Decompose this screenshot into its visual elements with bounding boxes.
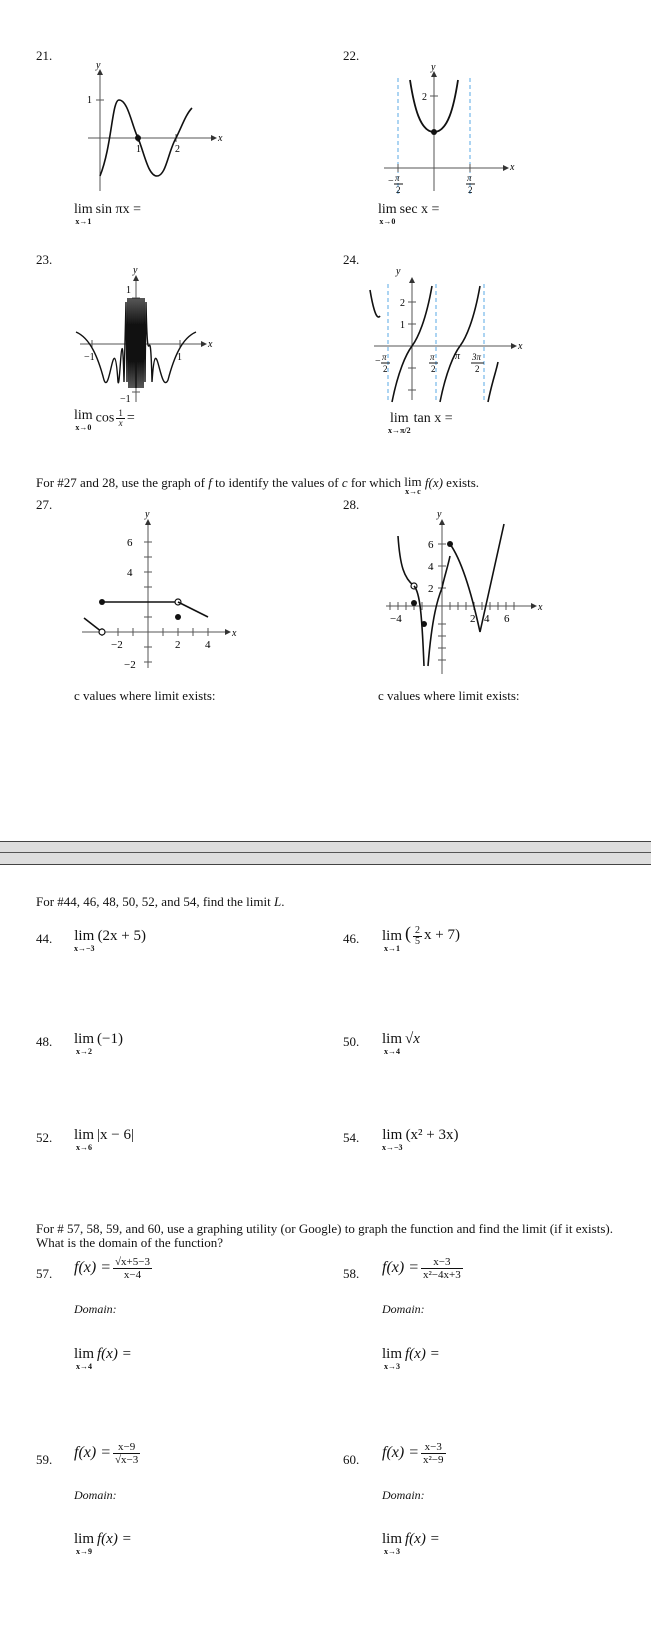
lim-expr: f(x) = <box>97 1346 132 1362</box>
lim-word: lim <box>74 1346 95 1362</box>
instr-f: f <box>208 475 212 490</box>
tick-label: 2 <box>428 583 434 595</box>
limit-21 <box>74 203 141 226</box>
instruction-27-28 <box>36 475 479 496</box>
lim-sub: x→4 <box>384 1047 400 1056</box>
tick-label: 1 <box>87 95 92 106</box>
fx-label: f(x) = <box>382 1259 419 1277</box>
tick-label: 2 <box>422 92 427 103</box>
tick-label: 2 <box>396 185 401 195</box>
y-label: y <box>396 266 401 277</box>
frac-den: x²−4x+3 <box>423 1269 461 1281</box>
page-separator <box>0 841 651 865</box>
lim-word: lim <box>382 1127 403 1143</box>
equals: = <box>126 410 135 426</box>
limit-58 <box>382 1347 440 1371</box>
instr-text: for which <box>350 475 402 490</box>
frac-num: x−3 <box>421 1441 446 1454</box>
domain-57: Domain: <box>74 1302 117 1316</box>
x-label: x <box>538 602 543 613</box>
neg-sign: − <box>388 176 394 187</box>
instruction-57-60 <box>36 1222 646 1250</box>
tick-label: 2 <box>175 144 180 155</box>
limit-50 <box>382 1032 420 1056</box>
lim-expr: f(x) = <box>97 1531 132 1547</box>
lim-sub: x→4 <box>76 1362 92 1371</box>
tick-label: 4 <box>484 613 490 625</box>
instr-text: For #44, 46, 48, 50, 52, and 54, find the limit <box>36 894 271 909</box>
neg-sign: − <box>375 356 381 367</box>
lim-sub: x→0 <box>379 217 396 226</box>
graph-28-piecewise <box>380 506 560 676</box>
frac-den: x²−9 <box>423 1454 444 1466</box>
y-label: y <box>133 265 138 276</box>
problem-46-number: 46. <box>343 931 360 946</box>
tick-label: 2 <box>383 364 388 374</box>
problem-57-number: 57. <box>36 1266 53 1281</box>
problem-44-number: 44. <box>36 931 53 946</box>
lim-sub: x→0 <box>75 423 92 432</box>
tick-label: 1 <box>136 144 141 155</box>
function-59 <box>74 1441 142 1466</box>
lim-sub: x→2 <box>76 1047 92 1056</box>
tick-label: 6 <box>504 613 510 625</box>
answer-28-prompt: c values where limit exists: <box>378 688 520 703</box>
lim-sub: x→9 <box>76 1547 92 1556</box>
lim-expr: f(x) = <box>405 1346 440 1362</box>
tick-label: −1 <box>84 352 95 363</box>
limit-59 <box>74 1532 132 1556</box>
tick-label: 6 <box>127 537 133 549</box>
tick-label: −2 <box>124 659 136 671</box>
v-shape-curve <box>450 524 504 632</box>
function-58 <box>382 1256 465 1281</box>
lim-expr: x + 7) <box>424 927 460 943</box>
lim-sub: x→1 <box>75 217 92 226</box>
lim-word: lim <box>404 474 422 489</box>
graph-22-secant <box>378 56 518 201</box>
lim-expr: sec x = <box>399 202 440 217</box>
lim-word: lim <box>74 1531 95 1547</box>
page-separator-line <box>0 852 651 853</box>
tick-label: −1 <box>120 394 131 405</box>
lim-sub: x→3 <box>384 1547 400 1556</box>
instr-line: For # 57, 58, 59, and 60, use a graphing utility (or Google) to graph the function and find the limit (if it exists). <box>36 1221 613 1236</box>
tick-label: 6 <box>428 539 434 551</box>
point-on-curve <box>135 135 141 141</box>
limit-46 <box>382 924 460 953</box>
problem-24-number: 24. <box>343 252 360 267</box>
problem-59-number: 59. <box>36 1452 53 1467</box>
limit-54 <box>382 1128 459 1152</box>
x-label: x <box>218 133 223 144</box>
instruction-44-54 <box>36 894 284 910</box>
frac-num: x−9 <box>113 1441 140 1454</box>
tick-label: −4 <box>390 613 402 625</box>
limit-52 <box>74 1128 134 1152</box>
tick-label: 3π <box>472 352 482 362</box>
graph-27-piecewise <box>72 506 252 676</box>
tick-label: 4 <box>127 567 133 579</box>
tick-label: 2 <box>475 364 480 374</box>
domain-59: Domain: <box>74 1488 117 1502</box>
lim-word: lim <box>382 928 403 944</box>
tick-label: 2 <box>431 364 436 374</box>
instr-c: c <box>341 475 348 490</box>
instr-text: . <box>281 894 285 909</box>
limit-24 <box>388 412 453 435</box>
tick-label: 1 <box>126 285 131 296</box>
domain-60: Domain: <box>382 1488 425 1502</box>
limit-48 <box>74 1032 123 1056</box>
graph-21-sine <box>78 56 228 201</box>
y-label: y <box>437 509 442 520</box>
frac-den: x−4 <box>123 1269 142 1281</box>
limit-44 <box>74 929 146 953</box>
frac-num: √x+5−3 <box>115 1256 150 1268</box>
problem-21-number: 21. <box>36 48 53 63</box>
lim-expr: (−1) <box>97 1031 123 1047</box>
answer-27-prompt: c values where limit exists: <box>74 688 216 703</box>
lim-word: lim <box>74 1127 95 1143</box>
lim-word: lim <box>382 1346 403 1362</box>
limit-57 <box>74 1347 132 1371</box>
function-57 <box>74 1256 154 1281</box>
instr-text: For #27 and 28, use the graph of <box>36 475 205 490</box>
lim-sub: x→−3 <box>74 944 95 953</box>
lim-expr: (x² + 3x) <box>405 1127 459 1143</box>
tick-label: 2 <box>468 185 473 195</box>
lim-word: lim <box>382 1531 403 1547</box>
frac-den: x <box>118 418 123 428</box>
x-label: x <box>518 341 523 352</box>
lim-word: lim <box>74 202 93 217</box>
fx-label: f(x) = <box>382 1444 419 1462</box>
lim-word: lim <box>382 1031 403 1047</box>
limit-22 <box>378 203 439 226</box>
problem-48-number: 48. <box>36 1034 53 1049</box>
x-label: x <box>510 162 515 173</box>
limit-23 <box>74 409 135 432</box>
y-label: y <box>431 62 436 73</box>
limit-60 <box>382 1532 440 1556</box>
instr-L: L <box>273 894 282 909</box>
problem-58-number: 58. <box>343 1266 360 1281</box>
problem-22-number: 22. <box>343 48 360 63</box>
lim-sub: x→6 <box>76 1143 92 1152</box>
tan-branch <box>440 286 480 402</box>
tick-label: 2 <box>470 613 476 625</box>
lim-sub: x→−3 <box>382 1143 403 1152</box>
frac-num: x−3 <box>421 1256 463 1269</box>
lim-sub: x→c <box>405 487 421 496</box>
frac-den: √x−3 <box>115 1454 139 1466</box>
instr-line: What is the domain of the function? <box>36 1235 224 1250</box>
graph-24-tangent <box>368 262 528 410</box>
tick-label: π <box>467 173 472 183</box>
tick-label: 2 <box>175 639 181 651</box>
x-label: x <box>208 339 213 350</box>
lim-expr: f(x) = <box>405 1531 440 1547</box>
problem-50-number: 50. <box>343 1034 360 1049</box>
problem-54-number: 54. <box>343 1130 360 1145</box>
frac-den: 5 <box>415 936 421 947</box>
problem-60-number: 60. <box>343 1452 360 1467</box>
tick-label: 1 <box>177 352 182 363</box>
tick-label: −2 <box>111 639 123 651</box>
lim-expr: √x <box>405 1031 420 1047</box>
instr-fx: f(x) <box>424 475 443 490</box>
fx-label: f(x) = <box>74 1444 111 1462</box>
lim-sub: x→π/2 <box>388 426 411 435</box>
instr-text: exists. <box>446 475 480 490</box>
x-label: x <box>232 628 237 639</box>
lim-word: lim <box>389 411 409 426</box>
tick-label: π <box>395 173 400 183</box>
lim-word: lim <box>378 202 397 217</box>
cos-word: cos <box>95 410 115 426</box>
graph-23-oscillating <box>72 262 222 410</box>
tick-label: π <box>430 352 435 362</box>
problem-52-number: 52. <box>36 1130 53 1145</box>
tick-label: 4 <box>428 561 434 573</box>
tick-label: 4 <box>205 639 211 651</box>
instr-text: to identify the values of <box>215 475 339 490</box>
lim-word: lim <box>74 928 95 944</box>
problem-23-number: 23. <box>36 252 53 267</box>
frac-num: 1 <box>118 408 123 418</box>
function-60 <box>382 1441 448 1466</box>
fx-label: f(x) = <box>74 1259 111 1277</box>
tick-label: 2 <box>400 298 405 309</box>
lim-sub: x→1 <box>384 944 400 953</box>
lim-expr: (2x + 5) <box>97 928 147 944</box>
tick-label: 1 <box>400 320 405 331</box>
y-label: y <box>96 60 101 71</box>
lim-word: lim <box>74 408 93 423</box>
domain-58: Domain: <box>382 1302 425 1316</box>
lim-word: lim <box>74 1031 95 1047</box>
lim-expr: sin πx = <box>95 202 141 217</box>
open-paren: ( <box>405 923 412 943</box>
tick-label: π <box>455 351 461 362</box>
lim-sub: x→3 <box>384 1362 400 1371</box>
tick-label: π <box>382 352 387 362</box>
frac-num: 2 <box>415 925 421 936</box>
lim-expr: |x − 6| <box>97 1127 134 1143</box>
lim-expr: tan x = <box>413 411 453 426</box>
problem-27-number: 27. <box>36 497 53 512</box>
y-label: y <box>145 509 150 520</box>
problem-28-number: 28. <box>343 497 360 512</box>
